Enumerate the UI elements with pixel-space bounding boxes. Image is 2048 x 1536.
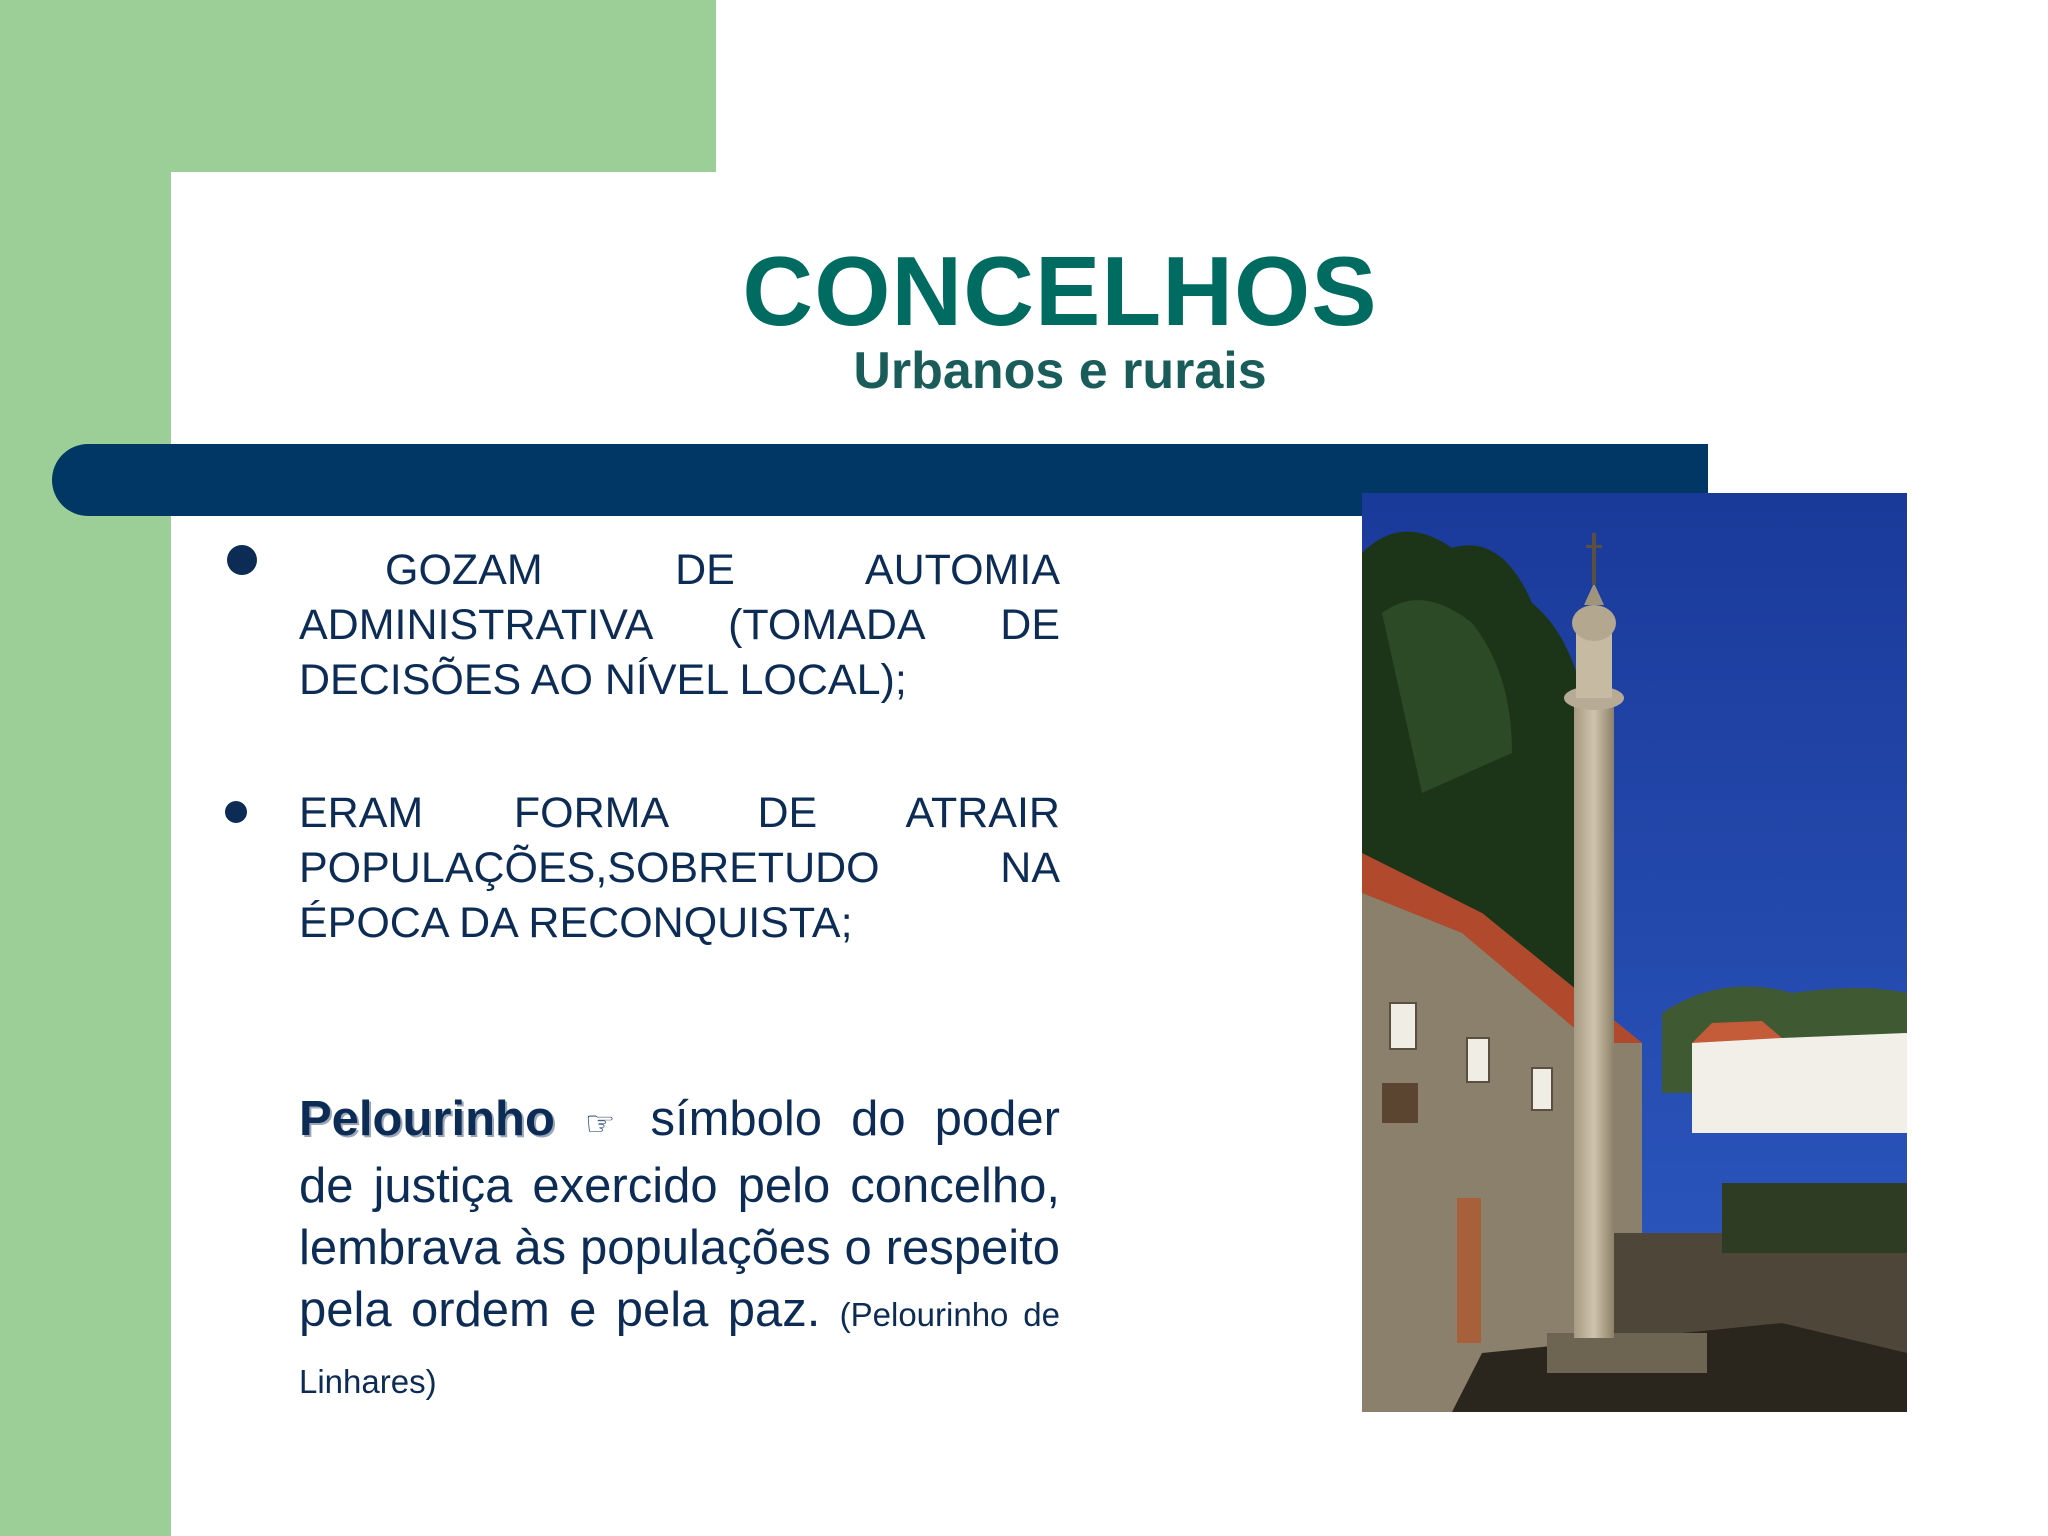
bullet-icon	[227, 545, 257, 575]
title-block	[660, 238, 1460, 402]
bullet-text-autonomy: GOZAM DE AUTOMIA ADMINISTRATIVA (TOMADA DE DECISÕES AO NÍVEL LOCAL);	[299, 546, 1060, 704]
bullet-icon	[225, 801, 247, 823]
photo-caption: (Pelourinho de Linhares)	[299, 1296, 1060, 1400]
bullet-text-attract: ERAM FORMA DE ATRAIR POPULAÇÕES,SOBRETUDO NA ÉPOCA DA RECONQUISTA;	[299, 789, 1060, 947]
green-background-left	[0, 0, 171, 1536]
pelourinho-photo	[1362, 493, 1907, 1412]
pointing-hand-icon: ☞	[584, 1105, 616, 1143]
pelourinho-paragraph	[299, 1088, 1060, 1413]
slide-title: CONCELHOS	[742, 236, 1378, 346]
content-corner	[171, 172, 291, 292]
pelourinho-text: símbolo do poder de justiça exercido pelo concelho, lembrava às populações o respeito pela ordem e pela paz.	[299, 1092, 1060, 1337]
slide-subtitle: Urbanos e rurais	[853, 341, 1267, 400]
pelourinho-term: Pelourinho	[299, 1092, 555, 1146]
